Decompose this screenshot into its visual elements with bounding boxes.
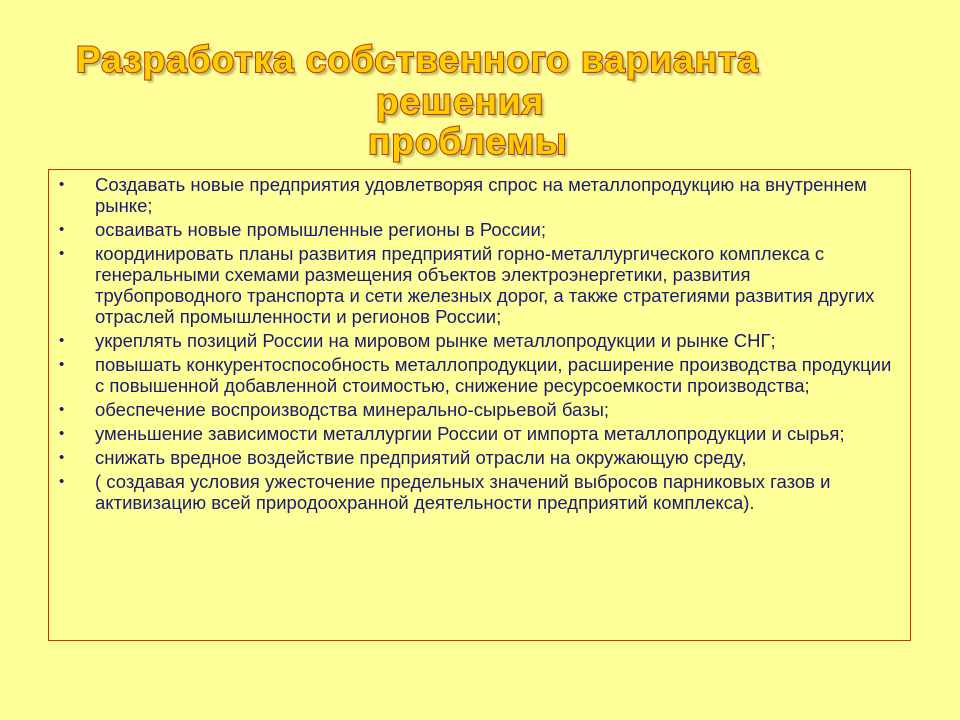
title-line-2: решения — [376, 81, 545, 122]
title-line-3: проблемы — [368, 121, 568, 162]
bullet-icon: • — [59, 356, 65, 373]
list-item-text: уменьшение зависимости металлургии России от импорта металлопродукции и сырья; — [95, 423, 845, 444]
list-item-text: ( создавая условия ужесточение предельных значений выбросов парниковых газов и активизацию всей природоохранной деятельности предприятий комплекса). — [95, 471, 831, 513]
title-line-1: Разработка собственного варианта — [76, 39, 759, 80]
list-item — [55, 447, 901, 468]
list-item — [55, 174, 901, 216]
bullet-icon: • — [59, 245, 65, 262]
bullet-icon: • — [59, 449, 65, 466]
list-item — [55, 471, 901, 513]
bullet-icon: • — [59, 401, 65, 418]
list-item-text: координировать планы развития предприятий горно-металлургического комплекса с генеральными схемами размещения объектов электроэнергетики, развития трубопроводного транспорта и сети железных дорог, а также стратегиями развития других отраслей промышленности и регионов России; — [95, 243, 875, 327]
list-item — [55, 219, 901, 240]
bullet-icon: • — [59, 473, 65, 490]
list-item — [55, 423, 901, 444]
list-item — [55, 330, 901, 351]
list-item — [55, 399, 901, 420]
list-item-text: Создавать новые предприятия удовлетворяя спрос на металлопродукцию на внутреннем рынке; — [95, 174, 867, 216]
bullet-icon: • — [59, 176, 65, 193]
list-item — [55, 243, 901, 327]
bullet-icon: • — [59, 425, 65, 442]
list-item-text: обеспечение воспроизводства минерально-сырьевой базы; — [95, 399, 610, 420]
list-item-text: повышать конкурентоспособность металлопродукции, расширение производства продукции с повышенной добавленной стоимостью, снижение ресурсоемкости производства; — [95, 354, 892, 396]
content-box — [48, 169, 911, 641]
list-item-text: осваивать новые промышленные регионы в России; — [95, 219, 546, 240]
list-item-text: снижать вредное воздействие предприятий отрасли на окружающую среду, — [95, 447, 747, 468]
list-item-text: укреплять позиций России на мировом рынке металлопродукции и рынке СНГ; — [95, 330, 776, 351]
bullet-list — [55, 174, 901, 516]
slide-title — [0, 30, 960, 160]
list-item — [55, 354, 901, 396]
bullet-icon: • — [59, 332, 65, 349]
bullet-icon: • — [59, 221, 65, 238]
